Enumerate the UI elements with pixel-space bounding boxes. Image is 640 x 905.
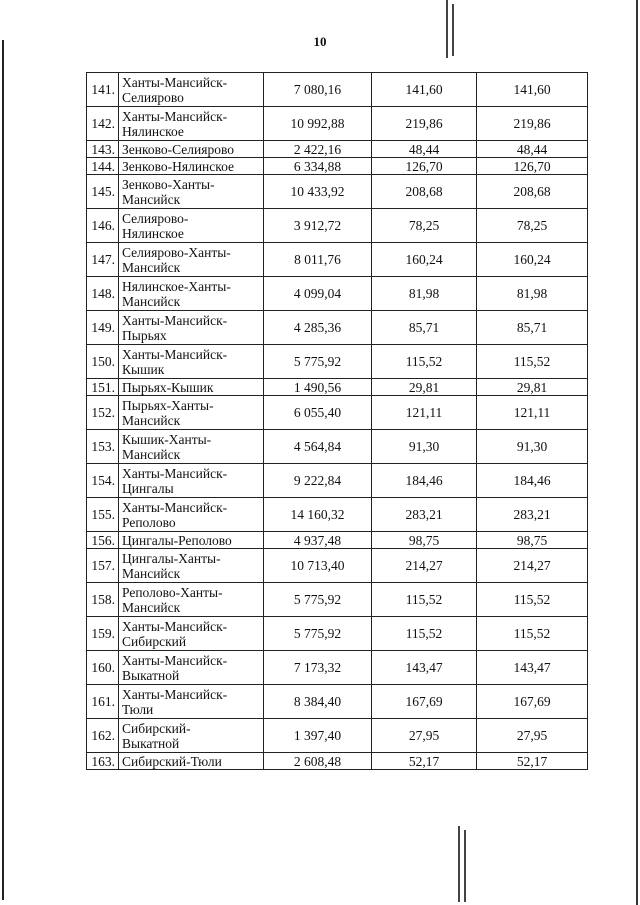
value-1: 6 055,40 — [264, 396, 372, 430]
value-3: 283,21 — [477, 498, 588, 532]
value-1: 4 564,84 — [264, 430, 372, 464]
value-3: 214,27 — [477, 549, 588, 583]
row-number: 151. — [87, 379, 119, 396]
row-number: 154. — [87, 464, 119, 498]
value-1: 1 397,40 — [264, 719, 372, 753]
value-3: 78,25 — [477, 209, 588, 243]
value-3: 115,52 — [477, 583, 588, 617]
routes-table — [86, 72, 588, 770]
row-number: 156. — [87, 532, 119, 549]
value-2: 115,52 — [372, 583, 477, 617]
row-number: 149. — [87, 311, 119, 345]
value-2: 81,98 — [372, 277, 477, 311]
value-1: 5 775,92 — [264, 617, 372, 651]
value-3: 184,46 — [477, 464, 588, 498]
value-2: 78,25 — [372, 209, 477, 243]
value-2: 184,46 — [372, 464, 477, 498]
value-1: 9 222,84 — [264, 464, 372, 498]
value-2: 27,95 — [372, 719, 477, 753]
page-number: 10 — [313, 34, 327, 49]
route-name: Реполово-Ханты- Мансийск — [119, 583, 264, 617]
value-1: 4 285,36 — [264, 311, 372, 345]
value-3: 115,52 — [477, 345, 588, 379]
value-3: 126,70 — [477, 158, 588, 175]
table-row — [87, 617, 588, 651]
value-1: 2 422,16 — [264, 141, 372, 158]
scan-edge-left — [2, 40, 4, 900]
row-number: 157. — [87, 549, 119, 583]
route-name: Ханты-Мансийск- Цингалы — [119, 464, 264, 498]
route-name: Ханты-Мансийск- Реполово — [119, 498, 264, 532]
value-2: 283,21 — [372, 498, 477, 532]
value-2: 98,75 — [372, 532, 477, 549]
table-row — [87, 73, 588, 107]
value-2: 121,11 — [372, 396, 477, 430]
value-2: 160,24 — [372, 243, 477, 277]
table-row — [87, 277, 588, 311]
row-number: 155. — [87, 498, 119, 532]
table-row — [87, 107, 588, 141]
table-row — [87, 464, 588, 498]
value-2: 91,30 — [372, 430, 477, 464]
binding-mark-bottom — [458, 826, 460, 902]
row-number: 161. — [87, 685, 119, 719]
row-number: 148. — [87, 277, 119, 311]
route-name: Ханты-Мансийск- Кышик — [119, 345, 264, 379]
route-name: Пырьях-Ханты- Мансийск — [119, 396, 264, 430]
route-name: Ханты-Мансийск- Пырьях — [119, 311, 264, 345]
route-name: Зенково-Ханты- Мансийск — [119, 175, 264, 209]
table-row — [87, 209, 588, 243]
value-3: 143,47 — [477, 651, 588, 685]
value-3: 52,17 — [477, 753, 588, 770]
table-row — [87, 532, 588, 549]
row-number: 143. — [87, 141, 119, 158]
table-row — [87, 685, 588, 719]
row-number: 141. — [87, 73, 119, 107]
value-3: 48,44 — [477, 141, 588, 158]
route-name: Цингалы-Ханты- Мансийск — [119, 549, 264, 583]
table-row — [87, 345, 588, 379]
value-2: 167,69 — [372, 685, 477, 719]
row-number: 160. — [87, 651, 119, 685]
scan-edge-right — [636, 0, 638, 905]
route-name: Селиярово- Нялинское — [119, 209, 264, 243]
row-number: 159. — [87, 617, 119, 651]
route-name: Ханты-Мансийск- Выкатной — [119, 651, 264, 685]
row-number: 152. — [87, 396, 119, 430]
value-1: 1 490,56 — [264, 379, 372, 396]
row-number: 153. — [87, 430, 119, 464]
route-name: Сибирский-Тюли — [119, 753, 264, 770]
value-2: 143,47 — [372, 651, 477, 685]
table-row — [87, 175, 588, 209]
value-3: 141,60 — [477, 73, 588, 107]
route-name: Сибирский- Выкатной — [119, 719, 264, 753]
row-number: 163. — [87, 753, 119, 770]
value-2: 141,60 — [372, 73, 477, 107]
row-number: 150. — [87, 345, 119, 379]
table-row — [87, 311, 588, 345]
route-name: Пырьях-Кышик — [119, 379, 264, 396]
value-3: 167,69 — [477, 685, 588, 719]
row-number: 146. — [87, 209, 119, 243]
value-3: 160,24 — [477, 243, 588, 277]
value-3: 219,86 — [477, 107, 588, 141]
value-3: 115,52 — [477, 617, 588, 651]
value-2: 115,52 — [372, 345, 477, 379]
value-1: 8 011,76 — [264, 243, 372, 277]
value-3: 98,75 — [477, 532, 588, 549]
value-3: 81,98 — [477, 277, 588, 311]
row-number: 162. — [87, 719, 119, 753]
binding-mark-bottom — [464, 830, 466, 902]
route-name: Кышик-Ханты- Мансийск — [119, 430, 264, 464]
value-2: 219,86 — [372, 107, 477, 141]
value-1: 7 080,16 — [264, 73, 372, 107]
table-row — [87, 243, 588, 277]
value-1: 8 384,40 — [264, 685, 372, 719]
table-row — [87, 753, 588, 770]
value-3: 208,68 — [477, 175, 588, 209]
value-3: 121,11 — [477, 396, 588, 430]
value-2: 52,17 — [372, 753, 477, 770]
route-name: Ханты-Мансийск- Селиярово — [119, 73, 264, 107]
table-row — [87, 379, 588, 396]
row-number: 158. — [87, 583, 119, 617]
value-2: 48,44 — [372, 141, 477, 158]
value-1: 4 937,48 — [264, 532, 372, 549]
value-1: 14 160,32 — [264, 498, 372, 532]
route-name: Селиярово-Ханты- Мансийск — [119, 243, 264, 277]
table-row — [87, 651, 588, 685]
value-1: 4 099,04 — [264, 277, 372, 311]
table-row — [87, 430, 588, 464]
value-2: 208,68 — [372, 175, 477, 209]
value-1: 10 713,40 — [264, 549, 372, 583]
value-1: 2 608,48 — [264, 753, 372, 770]
table-row — [87, 549, 588, 583]
route-name: Цингалы-Реполово — [119, 532, 264, 549]
route-name: Ханты-Мансийск- Нялинское — [119, 107, 264, 141]
table-row — [87, 498, 588, 532]
route-name: Зенково-Нялинское — [119, 158, 264, 175]
value-2: 29,81 — [372, 379, 477, 396]
row-number: 144. — [87, 158, 119, 175]
route-name: Ханты-Мансийск- Тюли — [119, 685, 264, 719]
value-1: 7 173,32 — [264, 651, 372, 685]
value-2: 126,70 — [372, 158, 477, 175]
value-1: 5 775,92 — [264, 583, 372, 617]
table-row — [87, 396, 588, 430]
value-1: 10 992,88 — [264, 107, 372, 141]
value-1: 3 912,72 — [264, 209, 372, 243]
value-1: 5 775,92 — [264, 345, 372, 379]
value-2: 85,71 — [372, 311, 477, 345]
route-name: Нялинское-Ханты- Мансийск — [119, 277, 264, 311]
row-number: 142. — [87, 107, 119, 141]
table-row — [87, 141, 588, 158]
value-3: 91,30 — [477, 430, 588, 464]
value-2: 115,52 — [372, 617, 477, 651]
table-row — [87, 158, 588, 175]
table-row — [87, 719, 588, 753]
value-2: 214,27 — [372, 549, 477, 583]
route-name: Ханты-Мансийск- Сибирский — [119, 617, 264, 651]
value-3: 27,95 — [477, 719, 588, 753]
row-number: 147. — [87, 243, 119, 277]
table-row — [87, 583, 588, 617]
value-3: 29,81 — [477, 379, 588, 396]
value-1: 6 334,88 — [264, 158, 372, 175]
row-number: 145. — [87, 175, 119, 209]
value-3: 85,71 — [477, 311, 588, 345]
route-name: Зенково-Селиярово — [119, 141, 264, 158]
value-1: 10 433,92 — [264, 175, 372, 209]
